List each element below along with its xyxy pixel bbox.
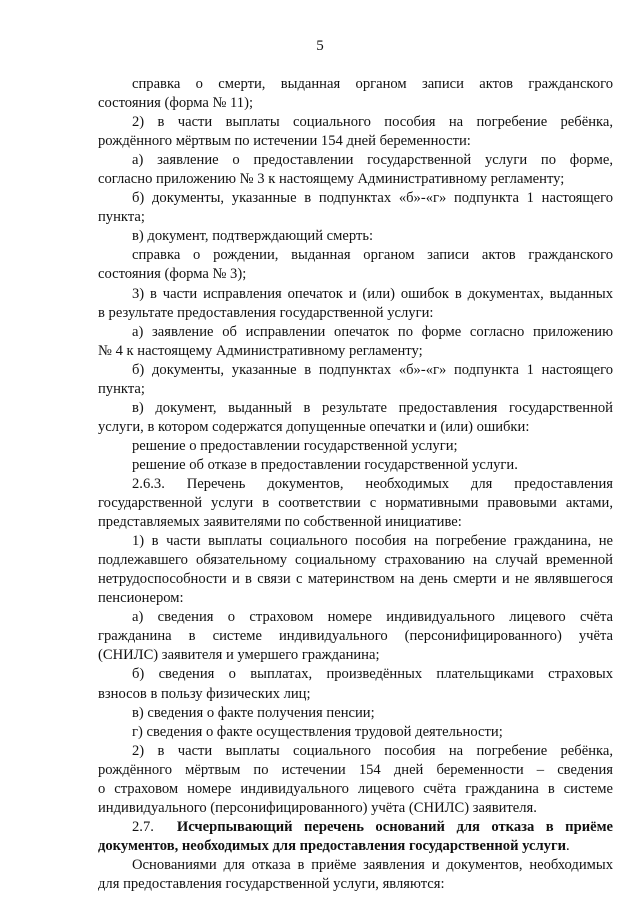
text-line: в) сведения о факте получения пенсии;	[132, 704, 375, 721]
tail-text	[98, 856, 613, 894]
main-text	[98, 75, 613, 818]
text-line: гражданина в системе индивидуального (персонифицированного) учёта	[98, 628, 613, 645]
text-line: состояния (форма № 11);	[98, 95, 254, 112]
text-line: пункта;	[98, 380, 145, 397]
text-line: б) документы, указанные в подпунктах «б»-«г» подпункта 1 настоящего	[132, 361, 613, 378]
text-line: рождённого мёртвым по истечении 154 дней беременности – сведения	[98, 761, 613, 778]
text-line: справка о смерти, выданная органом записи актов гражданского	[132, 76, 613, 92]
text-line: б) документы, указанные в подпунктах «б»-«г» подпункта 1 настоящего	[132, 190, 613, 207]
text-line: нетрудоспособности и в связи с материнством на день смерти и не являвшегося	[98, 571, 613, 588]
section-heading-text: Исчерпывающий перечень оснований для отказа в приёме	[176, 818, 613, 835]
text-line: а) сведения о страховом номере индивидуального лицевого счёта	[132, 609, 613, 626]
text-line: государственной услуги в соответствии с нормативными правовыми актами,	[98, 495, 613, 512]
text-line: Основаниями для отказа в приёме заявления и документов, необходимых	[132, 856, 613, 873]
text-line: 2) в части выплаты социального пособия на погребение ребёнка,	[132, 742, 613, 759]
page-number: 5	[316, 38, 324, 54]
section-heading-line-2	[98, 837, 613, 856]
text-line: в) документ, выданный в результате предоставления государственной	[132, 399, 613, 416]
text-line: в результате предоставления государственной услуги:	[98, 304, 434, 321]
text-line: пенсионером:	[98, 590, 184, 607]
text-line: 3) в части исправления опечаток и (или) ошибок в документах, выданных	[132, 285, 613, 302]
text-line: б) сведения о выплатах, произведённых плательщиками страховых	[132, 666, 613, 683]
document-body	[98, 75, 613, 894]
text-line: а) заявление о предоставлении государственной услуги по форме,	[132, 152, 613, 169]
text-line: подлежавшего обязательному социальному страхованию на случай временной	[98, 552, 613, 569]
text-line: 1) в части выплаты социального пособия на погребение гражданина, не	[132, 533, 613, 550]
text-line: согласно приложению № 3 к настоящему Административному регламенту;	[98, 171, 565, 188]
text-line: для предоставления государственной услуги, являются:	[98, 875, 445, 892]
text-line: в) документ, подтверждающий смерть:	[132, 228, 374, 245]
text-line: решение об отказе в предоставлении государственной услуги.	[132, 456, 518, 473]
text-line: о страховом номере индивидуального лицевого счёта гражданина в системе	[98, 780, 613, 797]
text-line: г) сведения о факте осуществления трудовой деятельности;	[132, 723, 503, 740]
text-line: 2) в части выплаты социального пособия на погребение ребёнка,	[132, 114, 613, 131]
text-line: индивидуального (персонифицированного) учёта (СНИЛС) заявителя.	[98, 799, 537, 816]
text-line: решение о предоставлении государственной услуги;	[132, 437, 458, 454]
text-line: справка о рождении, выданная органом записи актов гражданского	[132, 247, 613, 264]
text-line: № 4 к настоящему Административному регламенту;	[98, 342, 423, 359]
text-line: взносов в пользу физических лиц;	[98, 685, 311, 702]
section-heading-line-1	[98, 818, 613, 837]
section-heading-period: .	[566, 837, 570, 854]
text-line: услуги, в котором содержатся допущенные опечатки и (или) ошибки:	[98, 418, 530, 435]
text-line: состояния (форма № 3);	[98, 266, 247, 283]
section-heading-text-cont: документов, необходимых для предоставления государственной услуги	[98, 837, 566, 854]
text-line: 2.6.3. Перечень документов, необходимых для предоставления	[132, 475, 613, 492]
text-line: рождённого мёртвым по истечении 154 дней беременности:	[98, 133, 471, 150]
text-line: а) заявление об исправлении опечаток по форме согласно приложению	[132, 323, 613, 340]
section-number: 2.7.	[132, 818, 154, 835]
text-line: представляемых заявителями по собственной инициативе:	[98, 514, 462, 531]
text-line: (СНИЛС) заявителя и умершего гражданина;	[98, 647, 380, 664]
text-line: пункта;	[98, 209, 145, 226]
